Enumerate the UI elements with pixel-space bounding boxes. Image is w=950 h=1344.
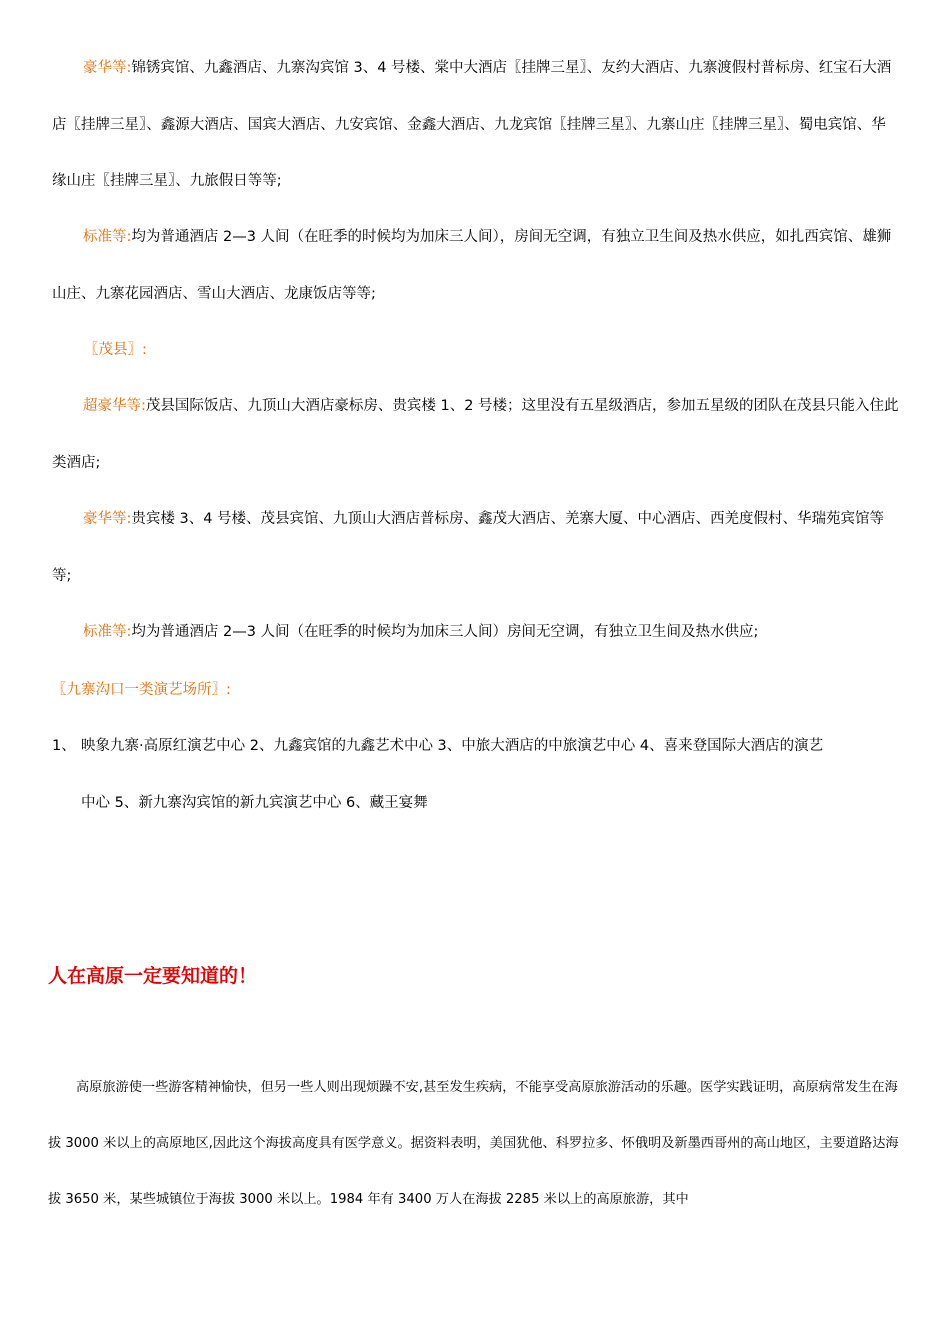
- maoxian-luxury-hotels-text: 贵宾楼 3、4 号楼、茂县宾馆、九顶山大酒店普标房、鑫茂大酒店、羌寨大厦、中心酒店、西羌度假村、华瑞苑宾馆等等;: [52, 511, 885, 584]
- maoxian-standard-label: 标准等:: [83, 624, 132, 640]
- venues-list-item: [52, 718, 900, 775]
- maoxian-luxury-paragraph: [52, 491, 900, 604]
- venues-line-1: 映象九寨·高原红演艺中心 2、九鑫宾馆的九鑫艺术中心 3、中旅大酒店的中旅演艺中心 4、喜来登国际大酒店的演艺: [81, 738, 824, 754]
- maoxian-super-paragraph: [52, 378, 900, 491]
- jiuzhai-standard-paragraph: [52, 209, 900, 322]
- venues-list: [52, 718, 900, 831]
- super-luxury-label: 超豪华等:: [83, 398, 146, 414]
- luxury-hotels-text: 锦锈宾馆、九鑫酒店、九寨沟宾馆 3、4 号楼、棠中大酒店〖挂牌三星〗、友约大酒店、九寨渡假村普标房、红宝石大酒店〖挂牌三星〗、鑫源大酒店、国宾大酒店、九安宾馆、金鑫大酒店、九龙宾馆〖挂牌三星〗、九寨山庄〖挂牌三星〗、蜀电宾馆、华缘山庄〖挂牌三星〗、九旅假日等等;: [52, 60, 892, 189]
- highland-heading: 人在高原一定要知道的！: [48, 965, 258, 987]
- luxury-label: 豪华等:: [83, 60, 132, 76]
- standard-label: 标准等:: [83, 229, 132, 245]
- super-luxury-hotels-text: 茂县国际饭店、九顶山大酒店豪标房、贵宾楼 1、2 号楼；这里没有五星级酒店，参加五星级的团队在茂县只能入住此类酒店;: [52, 398, 899, 471]
- highland-paragraph: 高原旅游使一些游客精神愉快，但另一些人则出现烦躁不安,甚至发生疾病，不能享受高原旅游活动的乐趣。医学实践证明，高原病常发生在海拔 3000 米以上的高原地区,因此这个海拔高度具有医学意义。据资料表明，美国犹他、科罗拉多、怀俄明及新墨西哥州的高山地区，主要道路达海拔 3650 米，某些城镇位于海拔 3000 米以上。1984 年有 3400 万人在海拔 2285 米以上的高原旅游，其中: [48, 1080, 899, 1207]
- maoxian-standard-hotels-text: 均为普通酒店 2—3 人间（在旺季的时候均为加床三人间）房间无空调，有独立卫生间及热水供应;: [131, 624, 759, 640]
- maoxian-standard-paragraph: [52, 604, 900, 661]
- maoxian-luxury-label: 豪华等:: [83, 511, 132, 527]
- jiuzhai-luxury-paragraph: [52, 40, 900, 210]
- venues-heading: 〖九寨沟口一类演艺场所〗:: [52, 682, 231, 698]
- maoxian-heading: 〖茂县〗:: [84, 342, 147, 358]
- venues-list-item-continued: 中心 5、新九寨沟宾馆的新九宾演艺中心 6、藏王宴舞: [81, 794, 428, 811]
- list-number: 1、: [52, 738, 76, 754]
- standard-hotels-text: 均为普通酒店 2—3 人间（在旺季的时候均为加床三人间），房间无空调，有独立卫生间及热水供应，如扎西宾馆、雄狮山庄、九寨花园酒店、雪山大酒店、龙康饭店等等;: [52, 229, 892, 302]
